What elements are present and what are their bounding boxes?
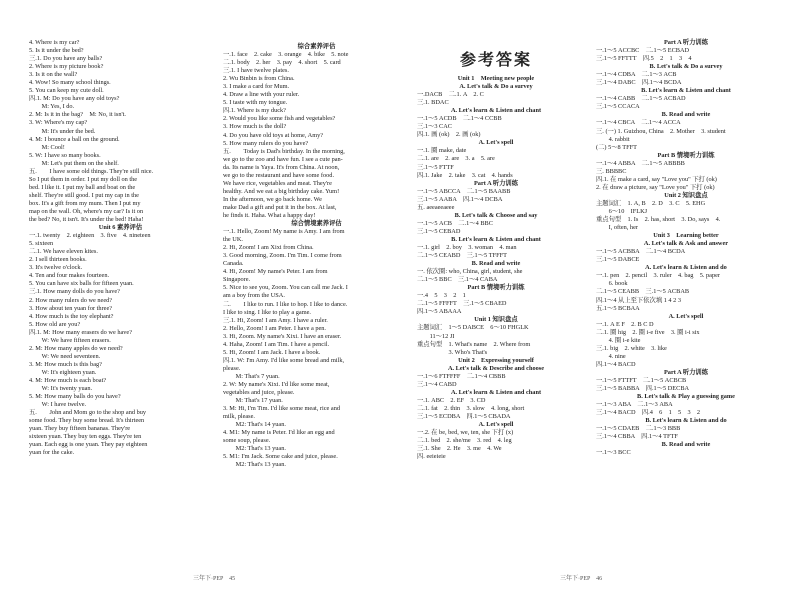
answer-line: 一.1. ABC 2. EF 3. CD — [417, 396, 486, 404]
answer-line: 3. Who's That's — [417, 348, 488, 356]
answer-line: 三.1. BDAC — [417, 99, 449, 107]
section-heading: B. Let's talk & Play a guessing game — [637, 393, 735, 401]
answer-line: So I put them in order. I put my doll on the — [29, 175, 138, 183]
answer-line: 三.1～5 CCACA — [596, 103, 640, 111]
answer-line: 2. Where is my picture book? — [29, 63, 104, 71]
answer-line: 二.1～5 BBC 三.1～4 CABA — [417, 276, 498, 284]
answer-line: 四.1. 画 (ok) 2. 画 (ok) — [417, 131, 481, 139]
answer-line: 五. I have some old things. They're still nice. — [29, 167, 154, 175]
answer-line: 二.1. We have eleven kites. — [29, 248, 98, 256]
answer-line: 五.1～5 BCBAA — [596, 304, 640, 312]
answer-line: 6. book — [596, 280, 628, 288]
answer-line: 三.1. I have twelve plates. — [223, 67, 289, 75]
section-heading: A. Let's spell — [478, 421, 514, 429]
answer-line: 一.1～5 FTTFT 二.1～5 ACBCB — [596, 376, 687, 384]
answer-column-1 — [29, 39, 212, 457]
answer-column-4 — [596, 39, 776, 457]
answer-line: 一.2. 在 be, bed, we, ten, she 下打 (x) — [417, 429, 514, 437]
answer-line: 3. W: Where's my cap? — [29, 119, 88, 127]
answer-line: 2. How many rulers do we need? — [29, 296, 113, 304]
section-heading: Unit 1 Meeting new people — [457, 75, 535, 82]
answer-line: 三.1. She 2. He 3. me 4. We — [417, 445, 502, 453]
answer-line: 4. rabbit — [596, 135, 630, 143]
answer-line: 5. Is it under the bed? — [29, 47, 84, 55]
answer-line: 三.1～3 CAC — [417, 123, 452, 131]
answer-line: 4. Where is my car? — [29, 39, 80, 46]
answer-line: 三.1～4 CABD — [417, 380, 457, 388]
answer-line: 三.1. How many dolls do you have? — [29, 288, 120, 296]
section-heading: Unit 6 素养评估 — [98, 224, 143, 232]
answer-line: 2. M: Is it in the bag? M: No, it isn't. — [29, 111, 126, 119]
answer-line: shelf. They're still good. I put my cap in the — [29, 191, 139, 199]
answer-line: 二.1～5 CEABB 三.1～5 ACBAB — [596, 288, 690, 296]
answer-line: 11～12 JI — [417, 332, 455, 340]
answer-line: 三.1～5 BABBA 四.1～5 DECBA — [596, 385, 690, 393]
answer-line: 四.1. Where is my duck? — [223, 107, 286, 115]
answer-line: 五. John and Mom go to the shop and buy — [29, 409, 147, 417]
answer-line: 二.1. are 2. are 3. a 5. are — [417, 155, 495, 163]
answer-line: 2. Would you like some fish and vegetables? — [223, 115, 336, 123]
answer-line: yuan. Each egg is one yuan. They pay eighteen — [29, 441, 148, 449]
answer-line: 四.1. M: Do you have any old toys? — [29, 95, 120, 103]
answer-line: we go to the restaurant and have some food. — [223, 171, 335, 179]
answer-line: the UK. — [223, 236, 243, 244]
answer-line: 5. I taste with my tongue. — [223, 99, 288, 107]
answer-line: 一.1～3 ABA 二.1～3 ABA — [596, 401, 673, 409]
answer-line: 3. M: How much is this bag? — [29, 360, 102, 368]
section-heading: Unit 1 知识盘点 — [474, 316, 518, 324]
answer-line: M2: That's 14 yuan. — [223, 421, 286, 429]
answer-line: make Dad a gift and put it in the box. At last, — [223, 203, 337, 211]
answer-line: 2. 在 draw a picture, say "Love you" 下打 (ok) — [596, 183, 715, 191]
answer-line: 重点句型 1. Is 2. has, short 3. Do, says 4. — [596, 216, 721, 224]
section-heading: B. Let's learn & Listen and chant — [451, 235, 541, 243]
answer-line: 3. Hi, Zoom. My name's Xixi. I have an eraser. — [223, 332, 342, 340]
answer-line: 一.1～4 CBCA 二.1～4 ACCA — [596, 119, 681, 127]
answer-line: 4. M: I bounce a ball on the ground. — [29, 135, 120, 143]
answer-line: am a boy from the USA. — [223, 292, 285, 300]
answer-line: 主题词汇 1～5 DABCE 6～10 FHGLK — [417, 324, 529, 332]
answer-line: box. It's a gift from my mum. Then I put my — [29, 199, 141, 207]
answer-line: 三.1. big 2. white 3. like — [596, 344, 667, 352]
answer-line: 一.1. girl 2. boy 3. woman 4. man — [417, 243, 517, 251]
answer-line: 一.1～5 ACBBA 二.1～4 BCDA — [596, 248, 686, 256]
answer-line: 三.1～4 CBBA 四.1～4 TFTF — [596, 433, 678, 441]
answer-line: 一. 依次圈: who, China, girl, student, she — [417, 268, 523, 276]
section-heading: Part A 听力训练 — [663, 39, 709, 46]
answer-line: 2. W: My name's Xixi. I'd like some meat, — [223, 380, 330, 388]
answer-line: M: Yes, I do. — [29, 103, 75, 111]
answer-line: W: We have fifteen erasers. — [29, 336, 111, 344]
answer-line: 5. How many rulers do you have? — [223, 139, 309, 147]
answer-line: 一.1～5 ACB 二.1～4 BBC — [417, 219, 493, 227]
section-heading: A. Let's learn & Listen and chant — [450, 107, 542, 115]
answer-line: 3. Is it on the wall? — [29, 71, 78, 79]
answer-line: 一.1～5 CDAEB 二.1～3 BBB — [596, 425, 681, 433]
answer-line: 二.1. fat 2. thin 3. slow 4. long, short — [417, 404, 525, 412]
answer-line: 5. You can have six balls for fifteen yuan. — [29, 280, 134, 288]
answer-line: 一.1～4 ABBA 二.1～5 ABBBB — [596, 159, 685, 167]
answer-line: I like to sing. I like to play a game. — [223, 308, 311, 316]
answer-line: 三.1. Do you have any balls? — [29, 55, 103, 63]
section-heading: Part A 听力训练 — [663, 368, 709, 376]
answer-line: we go to the zoo and have fun. I see a cute pan- — [223, 155, 343, 163]
answer-line: 三.1～4 BACD 四.4 6 1 5 3 2 — [596, 409, 701, 417]
answer-line: M: It's under the bed. — [29, 127, 96, 135]
answer-line: 三. (一) 1. Guizhou, China 2. Mother 3. student — [596, 127, 726, 135]
section-heading: B. Read and write — [471, 260, 521, 268]
page-footer-left: 三年下·PEP 45 — [193, 576, 236, 582]
answer-line: 一.1. 圈 make, date — [417, 147, 467, 155]
answer-line: W: I have twelve. — [29, 401, 87, 409]
section-heading: B. Read and write — [661, 111, 711, 119]
answer-line: sixteen yuan. They buy ten eggs. They're ten — [29, 433, 142, 441]
answer-line: 四.1. Jake 2. take 3. cat 4. hands — [417, 171, 513, 179]
answer-line: 二.1. 圈 hig 2. 圈 i-e five 3. 圈 i-i six — [596, 328, 700, 336]
section-heading: A. Let's talk & Describe and choose — [447, 364, 545, 372]
answer-line: 一.1. A E F 2. B C D — [596, 320, 654, 328]
answer-line: 4. M1: My name is Peter. I'd like an egg and — [223, 429, 335, 437]
answer-line: 五. Today is Dad's birthday. In the morning, — [223, 147, 345, 155]
answer-line: 一.4 5 3 2 1 — [417, 292, 466, 300]
answer-line: he finds it. Haha. What a happy day! — [223, 211, 316, 219]
answer-line: 二.1. bed 2. she/me 3. red 4. leg — [417, 437, 512, 445]
answer-line: In the afternoon, we go back home. We — [223, 195, 322, 203]
section-heading: 综合情境素养评估 — [291, 220, 342, 228]
section-heading: A. Let's learn & Listen and chant — [450, 388, 542, 396]
section-heading: Unit 2 知识盘点 — [664, 191, 708, 199]
answer-line: 一.1～4 CABB 二.1～5 ACBAD — [596, 95, 686, 103]
section-heading: B. Let's talk & Choose and say — [454, 211, 538, 219]
answer-line: healthy. And we eat a big birthday cake. Yum! — [223, 187, 340, 195]
answer-line: 四.1～5 ABAAA — [417, 308, 462, 316]
section-heading: Part A 听力训练 — [473, 179, 519, 187]
answer-line: 4. Do you have old toys at home, Amy? — [223, 131, 324, 139]
answer-line: 重点句型 1. What's name 2. Where from — [417, 340, 531, 348]
answer-column-3 — [417, 51, 575, 461]
answer-line: 4. Draw a line with your ruler. — [223, 91, 300, 99]
answer-line: We have rice, vegetables and meat. They're — [223, 179, 332, 187]
answer-line: 5. Nice to see you, Zoom. You can call me Jack. I — [223, 284, 348, 292]
answer-line: 4. M: How much is each boat? — [29, 376, 107, 384]
answer-line: yuan. They buy fifteen bananas. They're — [29, 425, 131, 433]
answer-line: 一.1. pen 2. pencil 3. ruler 4. bag 5. paper — [596, 272, 720, 280]
answer-line: 五. aeeaeeaeee — [417, 203, 455, 211]
answer-line: W: It's twenty yuan. — [29, 385, 93, 393]
section-heading: A. Let's talk & Do a survey — [459, 83, 533, 91]
answer-line: 4. Haha, Zoom! I am Tim. I have a pencil. — [223, 340, 330, 348]
answer-line: 5. M: How many balls do you have? — [29, 393, 121, 401]
answer-line: 一.1～3 BCC — [596, 449, 631, 457]
answer-line: 一.1～5 ACCBC 二.1～5 ECBAD — [596, 47, 690, 55]
page-footer-right: 三年下·PEP 46 — [560, 576, 603, 582]
answer-line: 4. Hi, Zoom! My name's Peter. I am from — [223, 268, 328, 276]
answer-line: 一.1～6 FTFFFF 二.1～4 CBBB — [417, 372, 506, 380]
answer-line: 一.1. Hello, Zoom! My name is Amy. I am from — [223, 228, 345, 236]
answer-line: da. Its name is Yaya. It's from China. At noon, — [223, 163, 340, 171]
answer-line: 4. How much is the toy elephant? — [29, 312, 114, 320]
answer-line: M2: That's 13 yuan. — [223, 461, 286, 469]
answer-column-2 — [223, 43, 410, 469]
answer-line: 一.1～5 ABCCA 二.1～5 BAABB — [417, 187, 511, 195]
section-heading: Part B 情境听力训练 — [467, 284, 525, 292]
answer-line: 5. sixteen — [29, 240, 54, 248]
section-heading: Unit 2 Expressing yourself — [458, 356, 534, 364]
answer-line: map on the wall. Oh, where's my car? Is it on — [29, 207, 144, 215]
answer-line: 2. Wu Binbin is from China. — [223, 75, 295, 83]
section-heading: A. Let's spell — [478, 139, 514, 147]
answer-line: 二. I like to run. I like to hop. I like to dance. — [223, 300, 348, 308]
answer-line: 四.1. M: How many erasers do we have? — [29, 328, 132, 336]
answer-line: 四.1～4 BACD — [596, 360, 636, 368]
answer-line: 2. Hi, Zoom! I am Xixi from China. — [223, 244, 314, 252]
answer-line: bed. I like it. I put my ball and boat on the — [29, 183, 136, 191]
answer-line: Canada. — [223, 260, 244, 268]
answer-line: 二.1～5 FFFFT 三.1～5 CBAED — [417, 300, 507, 308]
answer-line: some food. They buy some bread. It's thirteen — [29, 417, 145, 425]
answer-line: 三.1～5 FFTTT 四.5 2 1 3 4 — [596, 55, 692, 63]
answer-line: yuan for the cake. — [29, 449, 75, 457]
answer-line: 三.1. Hi, Zoom! I am Amy. I have a ruler. — [223, 316, 328, 324]
answer-line: 2. I sell thirteen books. — [29, 256, 87, 264]
answer-line: 2. M: How many apples do we need? — [29, 344, 123, 352]
answer-line: please. — [223, 364, 241, 372]
answer-line: 5. How old are you? — [29, 320, 81, 328]
answer-line: 3. M: Hi, I'm Tim. I'd like some meat, rice and — [223, 405, 340, 413]
answer-line: 4. nine — [596, 352, 626, 360]
answer-line: vegetables and juice, please. — [223, 389, 295, 397]
answer-line: 一.1～5 ACDB 二.1～4 CCBB — [417, 115, 502, 123]
answer-line: 二.1. body 2. her 3. pay 4. short 5. card — [223, 59, 341, 67]
answer-line: 4. Ten and four makes fourteen. — [29, 272, 110, 280]
answer-line: 6～10 IFLKJ — [596, 207, 648, 215]
answer-line: 4. Wow! So many school things. — [29, 79, 111, 87]
answer-line: 四. eeieieie — [417, 453, 446, 461]
answer-line: 二.1～5 CEABD 三.1～5 TFFFT — [417, 252, 507, 260]
answer-line: 一.DACB 二.1. A 2. C — [417, 91, 484, 99]
page-title: 参考答案 — [459, 52, 532, 69]
section-heading: B. Let's learn & Listen and do — [645, 417, 727, 425]
answer-line: M: That's 7 yuan. — [223, 372, 280, 380]
answer-line: 4. 圈 i-e kite — [596, 336, 641, 344]
answer-line: 四.1. W: I'm Amy. I'd like some bread and milk, — [223, 356, 345, 364]
answer-line: milk, please. — [223, 413, 256, 421]
answer-line: 3. Good morning, Zoom. I'm Tim. I come from — [223, 252, 342, 260]
answer-line: 一.1. twenty 2. eighteen 3. five 4. nineteen — [29, 232, 151, 240]
answer-line: Singapore. — [223, 276, 251, 284]
answer-line: 2. Hello, Zoom! I am Peter. I have a pen. — [223, 324, 326, 332]
answer-line: 5. You can keep my cute doll. — [29, 87, 104, 95]
answer-line: 三.1～5 FTTF — [417, 163, 454, 171]
section-heading: Unit 3 Learning better — [653, 232, 719, 240]
section-heading: A. Let's talk & Ask and answer — [643, 240, 729, 248]
section-heading: A. Let's learn & Listen and do — [645, 264, 727, 272]
answer-line: 3. It's twelve o'clock. — [29, 264, 83, 272]
answer-line: 5. W: I have so many books. — [29, 151, 101, 159]
answer-line: 一.1～4 CDBA 二.1～3 ACB — [596, 71, 677, 79]
answer-line: 3. How about ten yuan for three? — [29, 304, 113, 312]
answer-line: 主题词汇 1. A, B 2. D 3. C 5. EHG — [596, 199, 706, 207]
answer-line: 3. I make a card for Mum. — [223, 83, 290, 91]
answer-line: M: Cool! — [29, 143, 65, 151]
answer-line: (二) 5～8 TFFT — [596, 143, 637, 151]
answer-line: some soup, please. — [223, 437, 271, 445]
section-heading: Part B 情境听力训练 — [657, 151, 715, 159]
answer-line: 5. Hi, Zoom! I am Jack. I have a book. — [223, 348, 321, 356]
answer-line: 5. M1: I'm Jack. Some cake and juice, please. — [223, 453, 338, 461]
answer-line: 三.1～5 DABCE — [596, 256, 640, 264]
answer-line: 三.1～5 CEBAD — [417, 227, 461, 235]
answer-line: M: That's 17 yuan. — [223, 397, 283, 405]
answer-line: 四.1. 在 make a card, say "Love you" 下打 (ok) — [596, 175, 717, 183]
section-heading: B. Let's talk & Do a survey — [649, 63, 723, 71]
answer-line: 四.1～4 从上至下依次填 1 4 2 3 — [596, 296, 682, 304]
answer-line: M: Let's put them on the shelf. — [29, 159, 119, 167]
answer-line: 三.1～4 DABC 四.1～4 BCDA — [596, 79, 682, 87]
section-heading: A. Let's spell — [668, 312, 704, 320]
answer-line: W: We need seventeen. — [29, 352, 101, 360]
answer-line: W: It's eighteen yuan. — [29, 368, 97, 376]
answer-line: the bed? No, it isn't. It's under the bed! Haha! — [29, 216, 144, 224]
answer-line: M2: That's 13 yuan. — [223, 445, 286, 453]
answer-line: 一.1. face 2. cake 3. orange 4. bike 5. note — [223, 51, 349, 59]
answer-line: 三.1～5 ECDBA 四.1～5 CBADA — [417, 412, 511, 420]
answer-line: 三. BBBBC — [596, 167, 627, 175]
section-heading: B. Read and write — [661, 441, 711, 449]
answer-line: I, often, her — [596, 224, 638, 232]
answer-line: 3. How much is the doll? — [223, 123, 287, 131]
answer-line: 三.1～5 AABA 四.1～4 DCBA — [417, 195, 503, 203]
section-heading: B. Let's learn & Listen and chant — [641, 87, 731, 95]
section-heading: 综合素养评估 — [297, 43, 336, 50]
